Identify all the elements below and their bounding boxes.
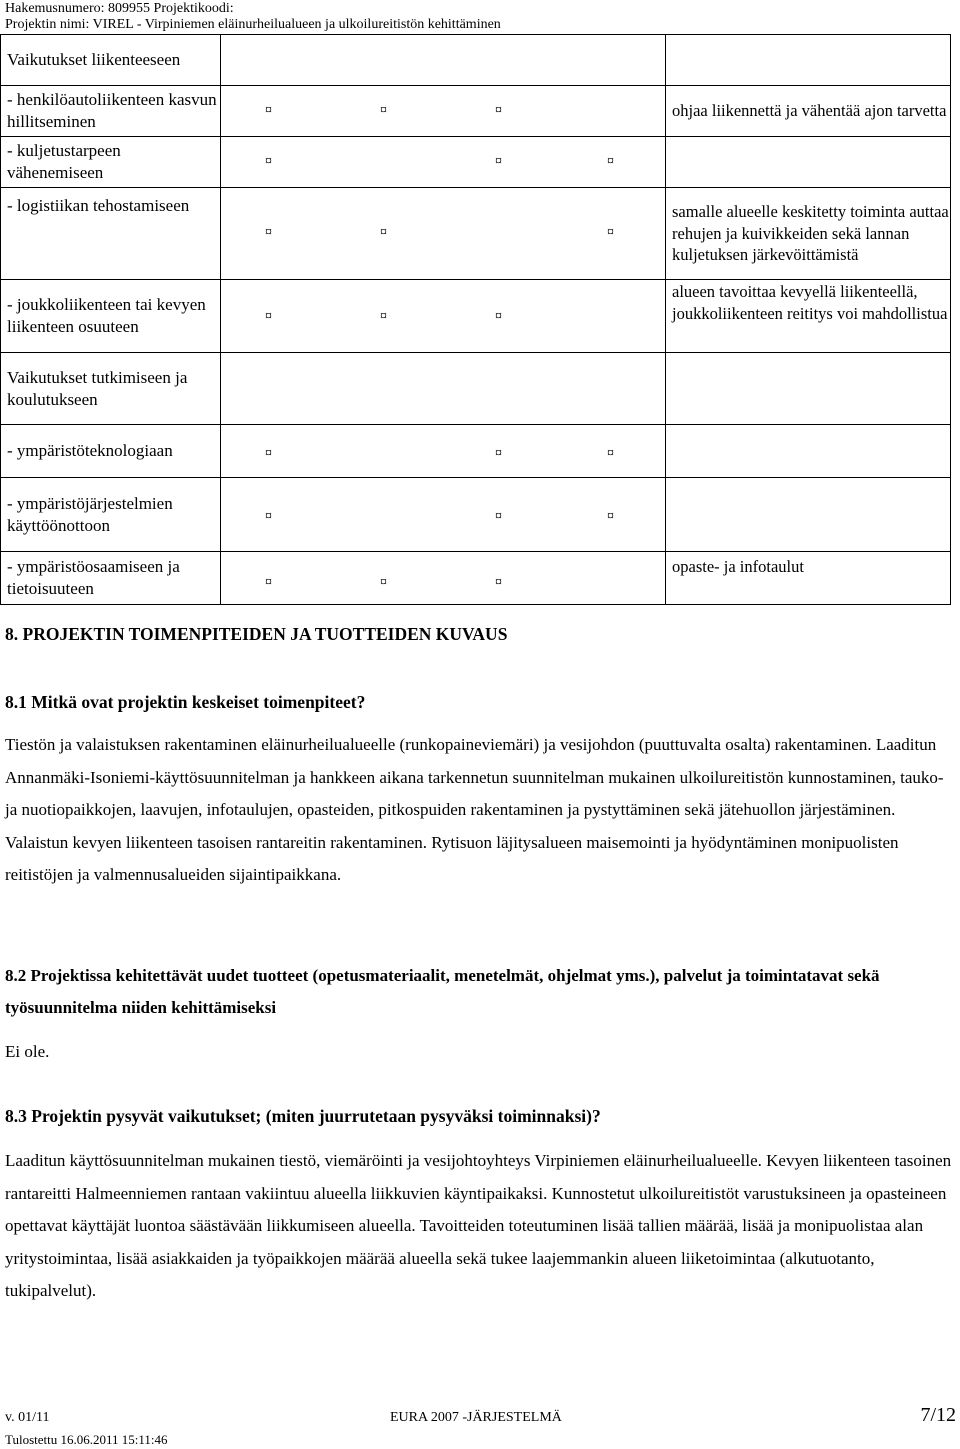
row-comment — [666, 353, 951, 425]
table-row — [1, 280, 951, 353]
marker-icon: ¤ — [380, 103, 387, 118]
table-row — [1, 137, 951, 188]
row-label: - kuljetustarpeen vähenemiseen — [1, 137, 221, 188]
row-label: - logistiikan tehostamiseen — [1, 188, 221, 280]
footer-version: v. 01/11 — [5, 1410, 50, 1425]
row-comment — [666, 478, 951, 552]
table-row — [1, 425, 951, 478]
footer-printed: Tulostettu 16.06.2011 15:11:46 — [5, 1432, 168, 1447]
marker-icon: ¤ — [265, 225, 272, 240]
question-8-1-title: 8.1 Mitkä ovat projektin keskeiset toimenpiteet? — [5, 692, 366, 712]
marker-icon: ¤ — [265, 309, 272, 324]
row-label: - henkilöautoliikenteen kasvun hillitseminen — [1, 86, 221, 137]
marker-cell — [221, 188, 666, 280]
marker-icon: ¤ — [495, 575, 502, 590]
impact-table — [0, 34, 951, 605]
row-label: - joukkoliikenteen tai kevyen liikenteen osuuteen — [1, 280, 221, 353]
marker-cell — [221, 35, 666, 86]
question-8-3-title: 8.3 Projektin pysyvät vaikutukset; (miten juurrutetaan pysyväksi toiminnaksi)? — [5, 1106, 601, 1126]
question-8-2-title: 8.2 Projektissa kehitettävät uudet tuotteet (opetusmateriaalit, menetelmät, ohjelmat yms.), palvelut ja toimintatavat sekä työsuunnitelma niiden kehittämiseksi — [5, 966, 880, 1017]
section-title: 8. PROJEKTIN TOIMENPITEIDEN JA TUOTTEIDEN KUVAUS — [5, 624, 508, 644]
marker-cell — [221, 425, 666, 478]
marker-cell — [221, 86, 666, 137]
row-label: Vaikutukset tutkimiseen ja koulutukseen — [1, 353, 221, 425]
marker-cell — [221, 478, 666, 552]
marker-icon: ¤ — [495, 309, 502, 324]
row-comment: alueen tavoittaa kevyellä liikenteellä, joukkoliikenteen reititys voi mahdollistua — [666, 280, 951, 353]
marker-icon: ¤ — [607, 154, 614, 169]
marker-icon: ¤ — [495, 509, 502, 524]
row-comment: ohjaa liikennettä ja vähentää ajon tarvetta — [666, 86, 951, 137]
marker-icon: ¤ — [265, 154, 272, 169]
footer-page-number: 7/12 — [920, 1404, 956, 1426]
row-label: - ympäristöjärjestelmien käyttöönottoon — [1, 478, 221, 552]
marker-icon: ¤ — [265, 446, 272, 461]
row-comment: opaste- ja infotaulut — [666, 552, 951, 605]
marker-icon: ¤ — [607, 446, 614, 461]
row-label: - ympäristöosaamiseen ja tietoisuuteen — [1, 552, 221, 605]
marker-cell — [221, 353, 666, 425]
marker-icon: ¤ — [607, 225, 614, 240]
marker-icon: ¤ — [265, 103, 272, 118]
question-8-2-answer: Ei ole. — [5, 1042, 50, 1061]
marker-cell — [221, 137, 666, 188]
marker-cell — [221, 280, 666, 353]
row-comment: samalle alueelle keskitetty toiminta auttaa rehujen ja kuivikkeiden sekä lannan kuljetuksen järkevöittämistä — [666, 188, 951, 280]
marker-icon: ¤ — [495, 103, 502, 118]
marker-icon: ¤ — [380, 225, 387, 240]
footer-system: EURA 2007 -JÄRJESTELMÄ — [390, 1410, 562, 1425]
row-label: - ympäristöteknologiaan — [1, 425, 221, 478]
row-comment — [666, 35, 951, 86]
question-8-3-answer: Laaditun käyttösuunnitelman mukainen tiestö, viemäröinti ja vesijohtoyhteys Virpiniemen eläinurheilualueelle. Kevyen liikenteen tasoinen rantareitti Halmeenniemen rantaan vakiintuu alueella liikkuvien käyntipaikaksi. Kunnostetut ulkoilureitistöt varustuksineen ja opasteineen opettavat käyttäjät luontoa säästävään liikkumiseen alueella. Tavoitteiden toteutuminen lisää tallien määrää, lisää ja monipuolistaa alan yritystoimintaa, lisää asiakkaiden ja työpaikkojen määrää alueella sekä tukee laajemmankin alueen liiketoimintaa (alkutuotanto, tukipalvelut). — [5, 1151, 952, 1301]
marker-icon: ¤ — [265, 575, 272, 590]
table-row — [1, 353, 951, 425]
table-row — [1, 478, 951, 552]
table-row — [1, 552, 951, 605]
row-label: Vaikutukset liikenteeseen — [1, 35, 221, 86]
table-row — [1, 35, 951, 86]
marker-cell — [221, 552, 666, 605]
table-row — [1, 86, 951, 137]
marker-icon: ¤ — [495, 154, 502, 169]
row-comment — [666, 425, 951, 478]
marker-icon: ¤ — [380, 309, 387, 324]
marker-icon: ¤ — [495, 446, 502, 461]
project-name: Projektin nimi: VIREL - Virpiniemen eläinurheilualueen ja ulkoilureitistön kehittäminen — [5, 17, 501, 32]
marker-icon: ¤ — [265, 509, 272, 524]
question-8-1-answer: Tiestön ja valaistuksen rakentaminen eläinurheilualueelle (runkopaineviemäri) ja vesijohdon (puuttuvalta osalta) rakentaminen. Laaditun Annanmäki-Isoniemi-käyttösuunnitelman ja hankkeen aikana tarkennetun suunnitelman mukainen ulkoilureitistön kunnostaminen, tauko- ja nuotiopaikkojen, laavujen, infotaulujen, opasteiden, pitkospuiden rakentaminen ja pystyttäminen sekä jätehuollon järjestäminen. Valaistun kevyen liikenteen tasoisen rantareitin rakentaminen. Rytisuon läjitysalueen maisemointi ja hyödyntäminen monipuolisten reitistöjen ja valmennusalueiden sijaintipaikkana. — [5, 735, 944, 885]
application-number: Hakemusnumero: 809955 Projektikoodi: — [5, 1, 234, 16]
row-comment — [666, 137, 951, 188]
marker-icon: ¤ — [380, 575, 387, 590]
marker-icon: ¤ — [607, 509, 614, 524]
table-row — [1, 188, 951, 280]
